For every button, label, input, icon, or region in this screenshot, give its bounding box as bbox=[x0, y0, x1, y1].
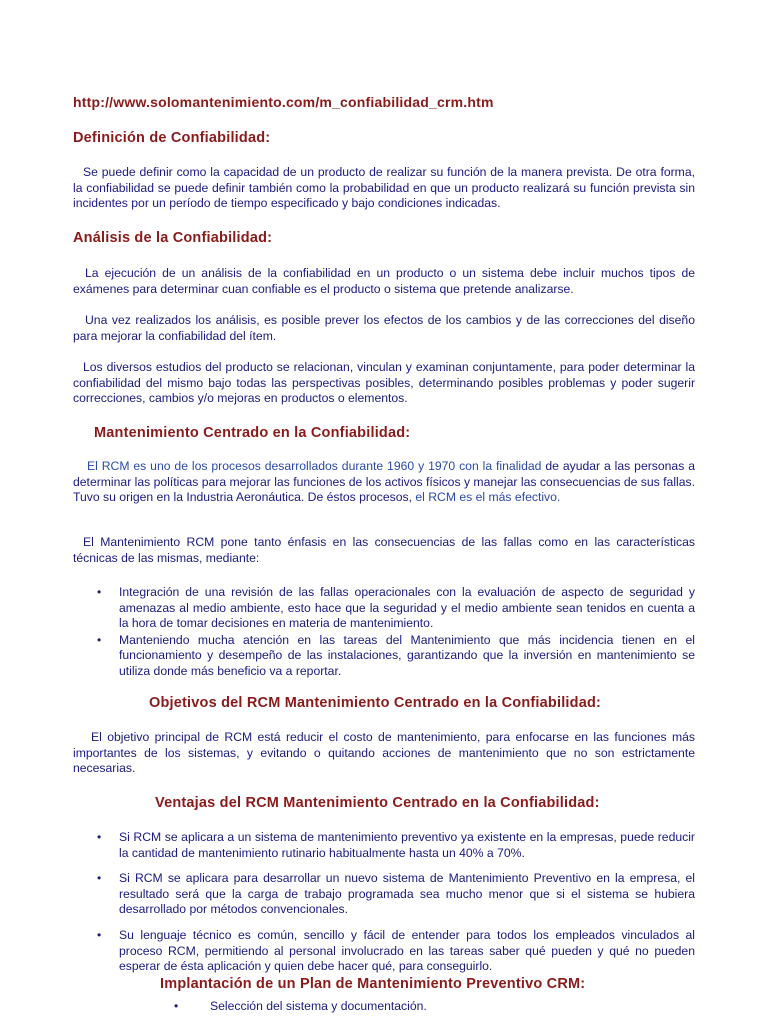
list-item: • Manteniendo mucha atención en las tareas del Mantenimiento que más incidencia tienen en el funcionamiento y desempeño de las instalaciones, garantizando que la inversión en mantenimiento se utiliza donde más beneficio va a reportar. bbox=[97, 632, 695, 678]
rcm-highlight-start: El RCM es uno de los procesos desarrollados durante 1960 y 1970 con la finalidad bbox=[87, 459, 542, 473]
rcm-text-middle: de ayudar a las personas a determinar las políticas para mejorar las funciones de los activos físicos y manejar las consecuencias de sus fallas. Tuvo su origen en la Industria Aeronáutica. De éstos procesos, bbox=[73, 459, 695, 505]
list-item: • Integración de una revisión de las fallas operacionales con la evaluación de aspecto de seguridad y amenazas al medio ambiente, esto hace que la seguridad y el medio ambiente sean tenidos en cuenta a la hora de tomar decisiones en materia de mantenimiento. bbox=[97, 585, 695, 631]
bullet-icon: • bbox=[97, 927, 102, 942]
heading-objetivos: Objetivos del RCM Mantenimiento Centrado en la Confiabilidad: bbox=[149, 695, 602, 711]
paragraph-rcm-1 bbox=[73, 459, 695, 506]
paragraph-rcm-2: El Mantenimiento RCM pone tanto énfasis en las consecuencias de las fallas como en las características técnicas de las mismas, mediante: bbox=[73, 535, 695, 565]
paragraph-analisis-1: La ejecución de un análisis de la confiabilidad en un producto o un sistema debe incluir muchos tipos de exámenes para determinar cuan confiable es el producto o sistema que pretende analizarse. bbox=[73, 266, 695, 296]
bullet-icon: • bbox=[97, 632, 102, 647]
list-item: • Su lenguaje técnico es común, sencillo y fácil de entender para todos los empleados vinculados al proceso RCM, permitiendo al personal involucrado en las tareas saber qué pueden y qué no pueden esperar de ésta aplicación y quien debe hacer qué, para conseguirlo. bbox=[97, 927, 695, 974]
list-item: • Si RCM se aplicara a un sistema de mantenimiento preventivo ya existente en la empresas, puede reducir la cantidad de mantenimiento rutinario habitualmente hasta un 40% a 70%. bbox=[97, 830, 695, 860]
heading-rcm: Mantenimiento Centrado en la Confiabilidad: bbox=[94, 425, 411, 441]
bullet-icon: • bbox=[174, 999, 179, 1013]
paragraph-objetivos: El objetivo principal de RCM está reducir el costo de mantenimiento, para enfocarse en las funciones más importantes de los sistemas, y evitando o quitando acciones de mantenimiento que no son estrictamente necesarias. bbox=[73, 730, 695, 776]
bullet-icon: • bbox=[97, 830, 102, 844]
rcm-highlight-end: el RCM es el más efectivo. bbox=[415, 490, 561, 505]
heading-analisis: Análisis de la Confiabilidad: bbox=[73, 230, 273, 246]
rcm-bullet-list bbox=[73, 585, 695, 681]
list-item: • Selección del sistema y documentación. bbox=[174, 999, 427, 1013]
paragraph-definicion: Se puede definir como la capacidad de un producto de realizar su función de la manera prevista. De otra forma, la confiabilidad se puede definir también como la probabilidad en que un producto realizará su función prevista sin incidentes por un período de tiempo especificado y bajo condiciones indicadas. bbox=[73, 165, 695, 211]
bullet-icon: • bbox=[97, 585, 102, 599]
bullet-icon: • bbox=[97, 871, 102, 886]
ventajas-bullet-list bbox=[73, 830, 695, 976]
implantacion-bullet-list bbox=[140, 999, 700, 1016]
heading-definicion: Definición de Confiabilidad: bbox=[73, 130, 271, 146]
heading-ventajas: Ventajas del RCM Mantenimiento Centrado en la Confiabilidad: bbox=[155, 795, 600, 811]
paragraph-analisis-2: Una vez realizados los análisis, es posible prever los efectos de los cambios y de las correcciones del diseño para mejorar la confiabilidad del ítem. bbox=[73, 313, 695, 343]
paragraph-analisis-3: Los diversos estudios del producto se relacionan, vinculan y examinan conjuntamente, para poder determinar la confiabilidad del mismo bajo todas las perspectivas posibles, determinando posibles problemas y poder sugerir correcciones, cambios y/o mejoras en productos o elementos. bbox=[73, 360, 695, 406]
list-item: • Si RCM se aplicara para desarrollar un nuevo sistema de Mantenimiento Preventivo en la empresa, el resultado será que la carga de trabajo programada sea mucho menor que si el sistema se hubiera desarrollado por métodos convencionales. bbox=[97, 871, 695, 917]
source-url[interactable]: http://www.solomantenimiento.com/m_confiabilidad_crm.htm bbox=[73, 94, 494, 110]
heading-implantacion: Implantación de un Plan de Mantenimiento Preventivo CRM: bbox=[160, 976, 586, 992]
